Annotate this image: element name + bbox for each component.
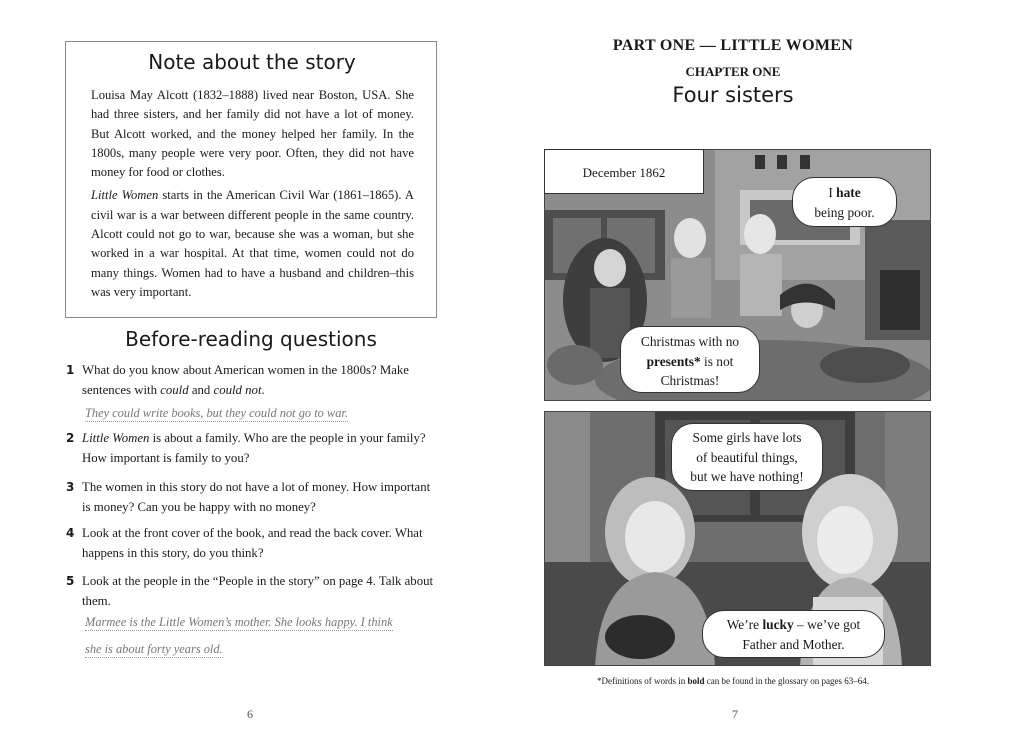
- book-title-italic: Little Women: [91, 188, 159, 203]
- note-paragraph-1: Louisa May Alcott (1832–1888) lived near Boston, USA. She had three sisters, and her family did not have a lot of money. But Alcott worked, and the money helped her family. In the 1800s, many people were very poor. Often, they did not have money for food or clothes.: [91, 88, 414, 180]
- question-number: 1: [66, 363, 75, 377]
- comic-panel-2: [544, 411, 931, 666]
- speech-bubble-hate: I hate being poor.: [792, 177, 897, 227]
- chapter-title: Four sisters: [672, 83, 794, 107]
- question-3: 3 The women in this story do not have a lot of money. How important is money? Can you be happy with no money?: [66, 480, 431, 514]
- glossary-footnote: *Definitions of words in bold can be found in the glossary on pages 63–64.: [597, 676, 869, 686]
- speech-bubble-presents: Christmas with no presents* is not Christmas!: [620, 326, 760, 393]
- speech-bubble-lucky: We’re lucky – we’ve got Father and Mother.: [702, 610, 885, 658]
- note-paragraph-2: [91, 186, 414, 302]
- handwritten-answer-5-line-2: she is about forty years old.: [85, 642, 223, 656]
- question-5: 5 Look at the people in the “People in the story” on page 4. Talk about them.: [66, 574, 434, 608]
- note-title: Note about the story: [148, 50, 356, 74]
- date-caption: December 1862: [544, 149, 704, 194]
- page-number-left: 6: [247, 707, 253, 721]
- question-2: 2 Little Women is about a family. Who are the people in your family? How important is family to you?: [66, 431, 426, 465]
- note-paragraph-2-text: starts in the American Civil War (1861–1865). A civil war is a war between different people in the same country. Alcott could not go to war, because she was a woman, but she worked in a war hospital. At that time, women could not do many things. Women had to have a husband and children–this was very important.: [91, 188, 414, 299]
- note-box: [65, 41, 437, 318]
- before-reading-title: Before-reading questions: [125, 327, 377, 351]
- part-heading: PART ONE — LITTLE WOMEN: [612, 37, 854, 54]
- speech-bubble-beautiful-things: Some girls have lots of beautiful things, but we have nothing!: [671, 423, 823, 491]
- handwritten-answer-5-line-1: Marmee is the Little Women’s mother. She looks happy. I think: [85, 615, 393, 629]
- handwritten-answer-1: They could write books, but they could not go to war.: [85, 406, 348, 420]
- question-4: 4 Look at the front cover of the book, and read the back cover. What happens in this story, do you think?: [66, 526, 423, 560]
- page-number-right: 7: [732, 707, 738, 721]
- chapter-heading: CHAPTER ONE: [685, 64, 781, 79]
- note-text: [91, 86, 414, 306]
- question-1: 1 What do you know about American women in the 1800s? Make sentences with could and could not.: [66, 360, 441, 400]
